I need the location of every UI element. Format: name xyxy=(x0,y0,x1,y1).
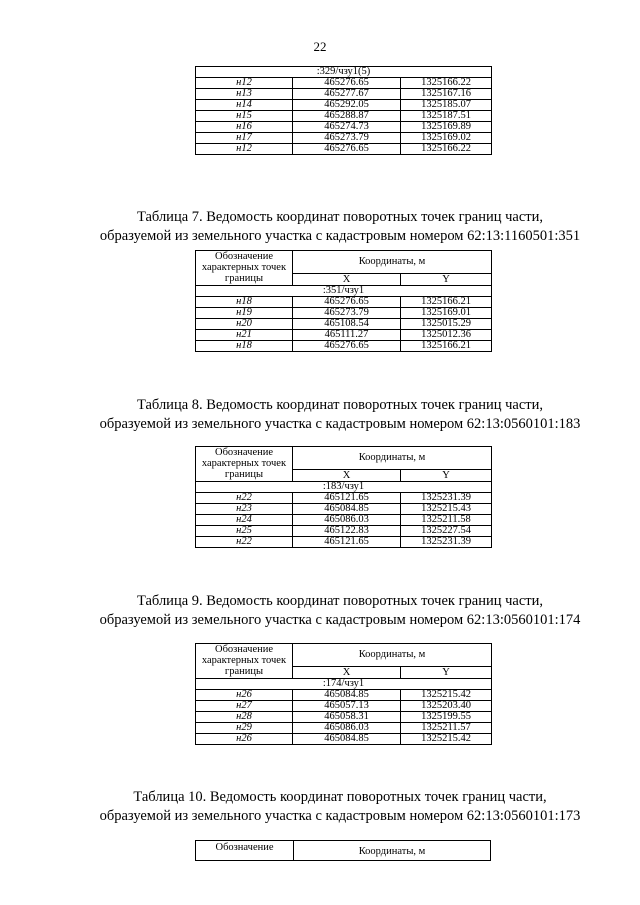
x-coordinate: 465108.54 xyxy=(293,319,401,330)
header-y: Y xyxy=(401,667,492,679)
table9 xyxy=(195,643,492,745)
table-row xyxy=(196,493,492,504)
point-label: н13 xyxy=(196,89,293,100)
x-coordinate: 465121.65 xyxy=(293,537,401,548)
header-y: Y xyxy=(401,470,492,482)
table-body xyxy=(196,67,492,155)
header-designation: Обозначение характерных точек границы xyxy=(196,447,293,482)
y-coordinate: 1325231.39 xyxy=(401,493,492,504)
x-coordinate: 465276.65 xyxy=(293,78,401,89)
section-label: :329/чзу1(5) xyxy=(196,67,492,78)
y-coordinate: 1325169.02 xyxy=(401,133,492,144)
x-coordinate: 465111.27 xyxy=(293,330,401,341)
header-designation: Обозначение характерных точек границы xyxy=(196,644,293,679)
table-row xyxy=(196,734,492,745)
header-x: X xyxy=(293,667,401,679)
point-label: н19 xyxy=(196,308,293,319)
caption-line: Таблица 7. Ведомость координат поворотных точек границ части, xyxy=(137,209,543,225)
coordinates-table-continued xyxy=(195,66,492,155)
header-coordinates: Координаты, м xyxy=(293,447,492,470)
x-coordinate: 465288.87 xyxy=(293,111,401,122)
x-coordinate: 465122.83 xyxy=(293,526,401,537)
y-coordinate: 1325167.16 xyxy=(401,89,492,100)
caption-line: образуемой из земельного участка с кадастровым номером 62:13:0560101:183 xyxy=(99,416,581,432)
section-row xyxy=(196,482,492,493)
y-coordinate: 1325166.22 xyxy=(401,78,492,89)
header-coordinates: Координаты, м xyxy=(293,251,492,274)
table10-header-partial xyxy=(195,840,491,861)
table-row xyxy=(196,504,492,515)
y-coordinate: 1325169.89 xyxy=(401,122,492,133)
y-coordinate: 1325211.58 xyxy=(401,515,492,526)
table-row xyxy=(196,723,492,734)
table-row xyxy=(196,330,492,341)
caption-line: Таблица 8. Ведомость координат поворотных точек границ части, xyxy=(137,397,543,413)
caption-line: образуемой из земельного участка с кадастровым номером 62:13:0560101:174 xyxy=(99,612,581,628)
table-body xyxy=(196,679,492,745)
header-coordinates: Координаты, м xyxy=(293,644,492,667)
table-row xyxy=(196,537,492,548)
table-body xyxy=(196,482,492,548)
y-coordinate: 1325166.22 xyxy=(401,144,492,155)
table-row xyxy=(196,526,492,537)
table-row xyxy=(196,78,492,89)
table8-caption xyxy=(60,396,620,434)
header-designation: Обозначение xyxy=(196,841,294,860)
y-coordinate: 1325166.21 xyxy=(401,297,492,308)
caption-line: Таблица 9. Ведомость координат поворотных точек границ части, xyxy=(137,593,543,609)
header-y: Y xyxy=(401,274,492,286)
point-label: н23 xyxy=(196,504,293,515)
header-coordinates: Координаты, м xyxy=(358,846,426,857)
y-coordinate: 1325211.57 xyxy=(401,723,492,734)
table7 xyxy=(195,250,492,352)
table-row xyxy=(196,111,492,122)
point-label: н26 xyxy=(196,690,293,701)
section-row xyxy=(196,286,492,297)
y-coordinate: 1325215.42 xyxy=(401,734,492,745)
point-label: н14 xyxy=(196,100,293,111)
header-x: X xyxy=(293,274,401,286)
y-coordinate: 1325203.40 xyxy=(401,701,492,712)
header-designation: Обозначение характерных точек границы xyxy=(196,251,293,286)
point-label: н20 xyxy=(196,319,293,330)
y-coordinate: 1325185.07 xyxy=(401,100,492,111)
table-row xyxy=(196,319,492,330)
point-label: н27 xyxy=(196,701,293,712)
table9-caption xyxy=(60,592,620,630)
x-coordinate: 465121.65 xyxy=(293,493,401,504)
y-coordinate: 1325227.54 xyxy=(401,526,492,537)
x-coordinate: 465292.05 xyxy=(293,100,401,111)
x-coordinate: 465084.85 xyxy=(293,690,401,701)
table-row xyxy=(196,515,492,526)
point-label: н26 xyxy=(196,734,293,745)
y-coordinate: 1325166.21 xyxy=(401,341,492,352)
page-number: 22 xyxy=(313,39,327,54)
x-coordinate: 465086.03 xyxy=(293,723,401,734)
x-coordinate: 465276.65 xyxy=(293,341,401,352)
table-row xyxy=(196,133,492,144)
point-label: н16 xyxy=(196,122,293,133)
x-coordinate: 465058.31 xyxy=(293,712,401,723)
point-label: н17 xyxy=(196,133,293,144)
x-coordinate: 465057.13 xyxy=(293,701,401,712)
table-row xyxy=(196,308,492,319)
point-label: н18 xyxy=(196,341,293,352)
caption-line: образуемой из земельного участка с кадастровым номером 62:13:0560101:173 xyxy=(99,808,581,824)
section-label: :183/чзу1 xyxy=(196,482,492,493)
point-label: н21 xyxy=(196,330,293,341)
x-coordinate: 465084.85 xyxy=(293,504,401,515)
point-label: н24 xyxy=(196,515,293,526)
x-coordinate: 465086.03 xyxy=(293,515,401,526)
section-row xyxy=(196,679,492,690)
point-label: н22 xyxy=(196,493,293,504)
y-coordinate: 1325231.39 xyxy=(401,537,492,548)
y-coordinate: 1325169.01 xyxy=(401,308,492,319)
point-label: н12 xyxy=(196,78,293,89)
x-coordinate: 465277.67 xyxy=(293,89,401,100)
x-coordinate: 465276.65 xyxy=(293,297,401,308)
x-coordinate: 465276.65 xyxy=(293,144,401,155)
header-x: X xyxy=(293,470,401,482)
caption-line: Таблица 10. Ведомость координат поворотных точек границ части, xyxy=(133,789,547,805)
point-label: н18 xyxy=(196,297,293,308)
y-coordinate: 1325187.51 xyxy=(401,111,492,122)
caption-line: образуемой из земельного участка с кадастровым номером 62:13:1160501:351 xyxy=(99,228,581,244)
point-label: н29 xyxy=(196,723,293,734)
y-coordinate: 1325015.29 xyxy=(401,319,492,330)
y-coordinate: 1325012.36 xyxy=(401,330,492,341)
point-label: н25 xyxy=(196,526,293,537)
x-coordinate: 465273.79 xyxy=(293,308,401,319)
table-row xyxy=(196,297,492,308)
table-row xyxy=(196,100,492,111)
table-body xyxy=(196,286,492,352)
section-label: :174/чзу1 xyxy=(196,679,492,690)
point-label: н12 xyxy=(196,144,293,155)
y-coordinate: 1325215.42 xyxy=(401,690,492,701)
section-row xyxy=(196,67,492,78)
point-label: н15 xyxy=(196,111,293,122)
table10-caption xyxy=(60,788,620,826)
table-row xyxy=(196,341,492,352)
table-row xyxy=(196,122,492,133)
table-row xyxy=(196,690,492,701)
table-row xyxy=(196,701,492,712)
table-row xyxy=(196,89,492,100)
table7-caption xyxy=(60,208,620,246)
table-row xyxy=(196,712,492,723)
point-label: н28 xyxy=(196,712,293,723)
section-label: :351/чзу1 xyxy=(196,286,492,297)
y-coordinate: 1325199.55 xyxy=(401,712,492,723)
table8 xyxy=(195,446,492,548)
x-coordinate: 465084.85 xyxy=(293,734,401,745)
y-coordinate: 1325215.43 xyxy=(401,504,492,515)
point-label: н22 xyxy=(196,537,293,548)
x-coordinate: 465273.79 xyxy=(293,133,401,144)
table-row xyxy=(196,144,492,155)
x-coordinate: 465274.73 xyxy=(293,122,401,133)
